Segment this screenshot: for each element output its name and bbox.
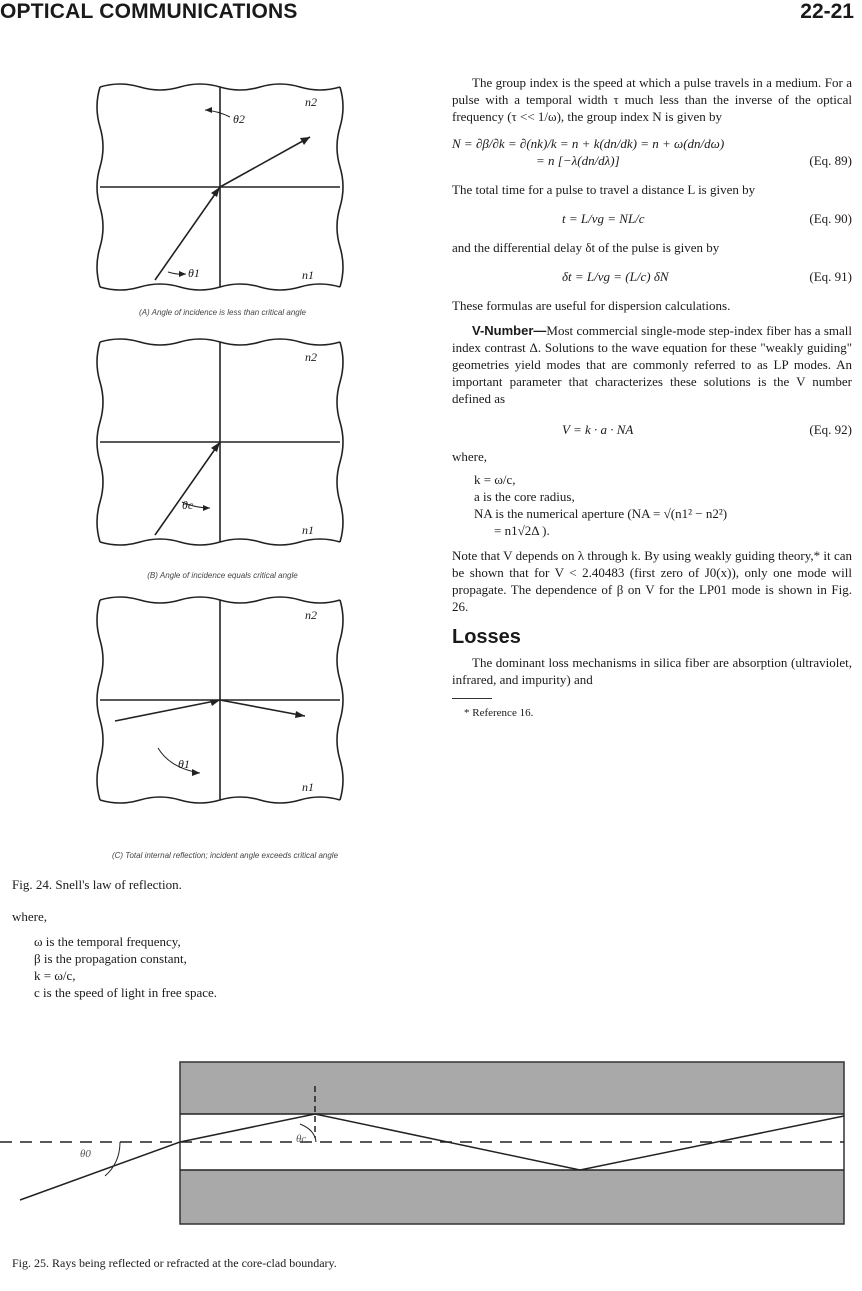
paragraph-differential-delay: and the differential delay δt of the pulse is given by xyxy=(452,240,720,255)
definition-na: NA is the numerical aperture (NA = √(n1² − n2²) xyxy=(474,506,728,521)
label-thetac: θc xyxy=(182,498,194,512)
label-theta2: θ2 xyxy=(233,112,245,126)
paragraph-formulas-useful: These formulas are useful for dispersion calculations. xyxy=(452,298,731,313)
where-label-right: where, xyxy=(452,449,488,464)
label-n2-b: n2 xyxy=(305,350,317,364)
v-number-heading: V-Number— xyxy=(472,323,547,338)
paragraph-losses: The dominant loss mechanisms in silica fiber are absorption (ultraviolet, infrared, and impurity) and xyxy=(452,655,852,687)
equation-92-body: V = k · a · NA xyxy=(562,422,634,437)
definition-na-cont: = n1√2Δ ). xyxy=(494,523,550,538)
page-number: 22-21 xyxy=(800,0,854,23)
label-n1-a: n1 xyxy=(302,268,314,282)
where-label: where, xyxy=(12,909,48,924)
paragraph-group-index: The group index is the speed at which a pulse travels in a medium. For a pulse with a temporal width τ much less than the inverse of the optical frequency (τ << 1/ω), the group index N is given by xyxy=(452,75,852,124)
label-n2-c: n2 xyxy=(305,608,317,622)
figure-24b-caption: (B) Angle of incidence equals critical angle xyxy=(147,571,298,580)
right-column xyxy=(452,74,852,722)
equation-91 xyxy=(452,268,852,285)
equation-89-number: (Eq. 89) xyxy=(809,153,852,168)
equation-89 xyxy=(452,135,852,169)
label-n1-b: n1 xyxy=(302,523,314,537)
paragraph-v-number xyxy=(452,322,852,407)
figure-24c-total-reflection xyxy=(60,588,385,828)
figure-25-diagram xyxy=(0,1058,862,1238)
label-theta-entry: θ0 xyxy=(80,1148,91,1160)
definition-k: k = ω/c, xyxy=(34,968,76,983)
label-n1-c: n1 xyxy=(302,780,314,794)
section-title: OPTICAL COMMUNICATIONS xyxy=(0,0,298,23)
page-header xyxy=(0,0,862,34)
left-definitions xyxy=(12,908,412,1001)
footnote: * Reference 16. xyxy=(464,707,534,719)
paragraph-v-depends: Note that V depends on λ through k. By using weakly guiding theory,* it can be shown that for V < 2.40483 (first zero of J0(x)), only one mode will propagate. The dependence of β on V for the LP01 mode is shown in Fig. 26. xyxy=(452,548,852,614)
label-n2-a: n2 xyxy=(305,95,317,109)
figure-24c-caption: (C) Total internal reflection; incident angle exceeds critical angle xyxy=(111,851,339,860)
label-theta-core: θc xyxy=(296,1133,307,1145)
equation-92 xyxy=(452,421,852,438)
definition-omega: ω is the temporal frequency, xyxy=(34,934,181,949)
equation-90 xyxy=(452,210,852,227)
equation-89-line2: = n [−λ(dn/dλ)] xyxy=(536,153,620,168)
figure-25-caption: Fig. 25. Rays being reflected or refracted at the core-clad boundary. xyxy=(12,1256,337,1270)
definition-beta: β is the propagation constant, xyxy=(34,951,187,966)
equation-89-line1: N = ∂β/∂k = ∂(nk)/k = n + k(dn/dk) = n + ω(dn/dω) xyxy=(452,136,725,151)
figure-24b-critical xyxy=(60,330,385,570)
equation-91-body: δt = L/vg = (L/c) δN xyxy=(562,269,669,284)
paragraph-total-time: The total time for a pulse to travel a distance L is given by xyxy=(452,182,756,197)
definition-k-right: k = ω/c, xyxy=(474,472,516,487)
figure-24-caption: Fig. 24. Snell's law of reflection. xyxy=(12,877,182,892)
equation-90-body: t = L/vg = NL/c xyxy=(562,211,645,226)
v-number-body: Most commercial single-mode step-index fiber has a small index contrast Δ. Solutions to the wave equation for these "weakly guiding" geometries yield modes that are commonly referred to as LP modes. An important parameter that characterizes these solutions is the V number defined as xyxy=(452,323,852,406)
figure-24a-refraction xyxy=(60,75,385,315)
losses-heading: Losses xyxy=(452,626,521,648)
equation-92-number: (Eq. 92) xyxy=(809,422,852,437)
definition-c: c is the speed of light in free space. xyxy=(34,985,218,1000)
label-theta1-c: θ1 xyxy=(178,757,190,771)
definition-a: a is the core radius, xyxy=(474,489,575,504)
equation-91-number: (Eq. 91) xyxy=(809,269,852,284)
equation-90-number: (Eq. 90) xyxy=(809,211,852,226)
figure-24a-caption: (A) Angle of incidence is less than critical angle xyxy=(139,308,306,317)
label-theta1-a: θ1 xyxy=(188,266,200,280)
